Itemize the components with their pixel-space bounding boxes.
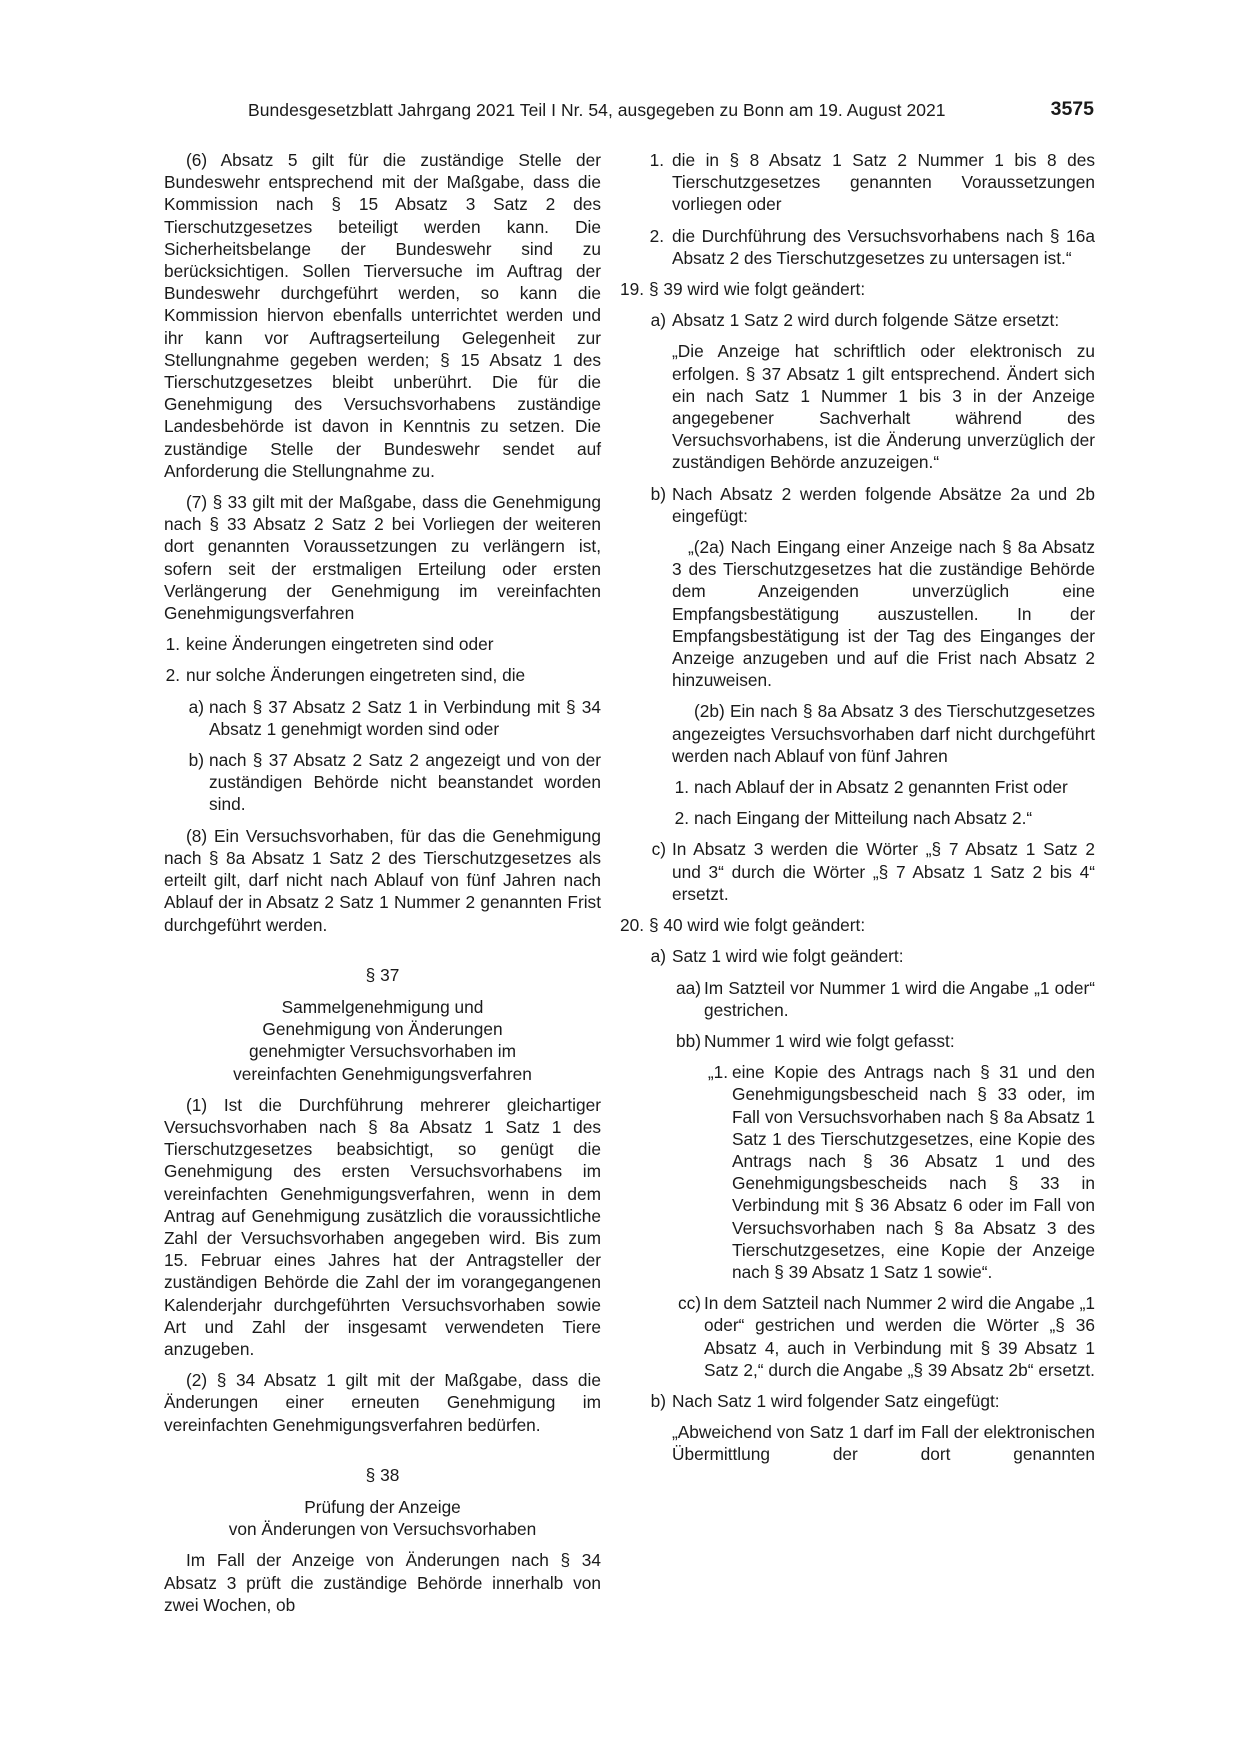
list-item: [625, 945, 1095, 967]
list-text: Nach Satz 1 wird folgender Satz eingefügt:: [672, 1390, 1000, 1411]
list-text: Absatz 1 Satz 2 wird durch folgende Sätze ersetzt:: [672, 310, 1060, 331]
list-marker: 1.: [674, 777, 689, 798]
list-marker: a): [650, 946, 666, 967]
list-marker: a): [188, 696, 204, 717]
quoted-text: „Die Anzeige hat schriftlich oder elektronisch zu erfolgen. § 37 Absatz 1 gilt entsprechend. Ändert sich ein nach Satz 1 Nummer 1 bis 3 in der Anzeige angegebener Sachverhalt während des Versuchsvorhabens, ist die Änderung unverzüglich der zuständigen Behörde anzuzeigen.“: [672, 341, 1095, 473]
item-text: § 39 wird wie folgt geändert:: [649, 279, 866, 300]
item-number: 20.: [619, 915, 644, 936]
list-marker: b): [650, 483, 666, 504]
running-header: [164, 100, 1094, 126]
list-text: Nach Absatz 2 werden folgende Absätze 2a und 2b eingefügt:: [672, 483, 1095, 526]
list-marker: „1.: [707, 1062, 728, 1083]
list-item: [164, 749, 601, 816]
paragraph: (2) § 34 Absatz 1 gilt mit der Maßgabe, dass die Änderungen einer erneuten Genehmigung im vereinfachten Genehmigungsverfahren bedürfen.: [164, 1370, 601, 1435]
paragraph-7: (7) § 33 gilt mit der Maßgabe, dass die Genehmigung nach § 33 Absatz 2 Satz 2 bei Vorliegen der weiteren dort genannten Voraussetzungen zu verlängern ist, sofern seit der erstmaligen Erteilung oder ersten Verlängerung der Genehmigung im vereinfachten Genehmigungsverfahren: [164, 492, 601, 624]
list-item: [625, 225, 1095, 269]
list-text: nach § 37 Absatz 2 Satz 1 in Verbindung mit § 34 Absatz 1 genehmigt worden sind oder: [209, 696, 601, 739]
item-number: 19.: [619, 279, 644, 300]
list-item: [625, 776, 1095, 798]
list-item: [625, 1030, 1095, 1052]
right-column: [619, 149, 1095, 1475]
list-marker: 1.: [165, 634, 180, 655]
list-text: nach § 37 Absatz 2 Satz 2 angezeigt und von der zuständigen Behörde nicht beanstandet worden sind.: [209, 750, 601, 815]
list-text: nach Eingang der Mitteilung nach Absatz 2.“: [694, 808, 1033, 829]
list-marker: b): [650, 1390, 666, 1411]
quoted-text: (2b) Ein nach § 8a Absatz 3 des Tierschutzgesetzes angezeigtes Versuchsvorhaben darf nicht durchgeführt werden nach Ablauf von fünf Jahren: [672, 701, 1095, 766]
list-text: die Durchführung des Versuchsvorhabens nach § 16a Absatz 2 des Tierschutzgesetzes zu untersagen ist.“: [672, 225, 1095, 268]
list-marker: a): [650, 310, 666, 331]
list-marker: b): [188, 750, 204, 771]
list-marker: 2.: [649, 225, 664, 246]
list-text: Satz 1 wird wie folgt geändert:: [672, 946, 904, 967]
paragraph: (1) Ist die Durchführung mehrerer gleichartiger Versuchsvorhaben nach § 8a Absatz 1 Satz 1 des Tierschutzgesetzes beabsichtigt, so genügt die Genehmigung des ersten Versuchsvorhabens im vereinfachten Genehmigungsverfahren, wenn in dem Antrag auf Genehmigung zusätzlich die voraussichtliche Zahl der Versuchsvorhaben angegeben wird. Bis zum 15. Februar eines Jahres hat der Antragsteller der zuständigen Behörde die Zahl der im vorangegangenen Kalenderjahr durchgeführten Versuchsvorhaben sowie Art und Zahl der insgesamt verwendeten Tiere anzugeben.: [164, 1094, 601, 1359]
section-title-line: Prüfung der Anzeige: [304, 1496, 461, 1517]
amendment-item: [619, 278, 1095, 300]
list-marker: 1.: [649, 150, 664, 170]
page-number: 3575: [1050, 98, 1094, 120]
list-text: keine Änderungen eingetreten sind oder: [186, 634, 494, 655]
section-title-line: Genehmigung von Änderungen: [262, 1019, 503, 1040]
list-item: [625, 977, 1095, 1021]
quoted-text: „(2a) Nach Eingang einer Anzeige nach § 8a Absatz 3 des Tierschutzgesetzes hat die zuständige Behörde dem Anzeigenden unverzüglich eine Empfangsbestätigung auszustellen. In der Empfangsbestätigung ist der Tag des Einganges der Anzeige anzugeben und auf die Frist nach Absatz 2 hinzuweisen.: [672, 537, 1095, 691]
section-number-38: § 38: [365, 1464, 400, 1485]
list-item: [164, 696, 601, 740]
list-text: nur solche Änderungen eingetreten sind, die: [186, 665, 526, 686]
list-marker: aa): [676, 977, 701, 998]
list-marker: 2.: [165, 665, 180, 686]
left-column: [164, 149, 601, 1625]
list-item: [625, 483, 1095, 527]
amendment-item: [619, 914, 1095, 936]
section-title-37: [164, 996, 601, 1085]
section-title-line: Sammelgenehmigung und: [281, 996, 484, 1017]
list-item: [625, 1292, 1095, 1381]
list-text: Im Satzteil vor Nummer 1 wird die Angabe „1 oder“ gestrichen.: [704, 977, 1095, 1020]
list-marker: bb): [676, 1030, 701, 1051]
list-text: In Absatz 3 werden die Wörter „§ 7 Absatz 1 Satz 2 und 3“ durch die Wörter „§ 7 Absatz 1 Satz 2 bis 4“ ersetzt.: [672, 839, 1095, 904]
list-marker: 2.: [674, 808, 689, 829]
paragraph-6: (6) Absatz 5 gilt für die zuständige Stelle der Bundeswehr entsprechend mit der Maßgabe, dass die Kommission nach § 15 Absatz 3 Satz 2 des Tierschutzgesetzes beteiligt werden kann. Die Sicherheitsbelange der Bundeswehr sind zu berücksichtigen. Sollen Tierversuche im Auftrag der Bundeswehr durchgeführt werden, so kann die Kommission hiervon ebenfalls unterrichtet werden und ihr kann vor Auftragserteilung Gelegenheit zur Stellungnahme gegeben werden; § 15 Absatz 1 des Tierschutzgesetzes bleibt unberührt. Die für die Genehmigung des Versuchsvorhabens zuständige Landesbehörde ist davon in Kenntnis zu setzen. Die zuständige Stelle der Bundeswehr sendet auf Anforderung die Stellungnahme zu.: [164, 150, 601, 481]
item-text: § 40 wird wie folgt geändert:: [649, 915, 866, 936]
list-item: [164, 633, 601, 655]
section-title-line: genehmigter Versuchsvorhaben im: [248, 1041, 517, 1062]
list-item: [625, 309, 1095, 331]
list-text: eine Kopie des Antrags nach § 31 und den Genehmigungsbescheid nach § 33 oder, im Fall von Versuchsvorhaben nach § 8a Absatz 1 Satz 1 des Tierschutzgesetzes, eine Kopie des Antrags nach § 36 Absatz 1 und des Genehmigungsbescheids nach § 33 in Verbindung mit § 36 Absatz 6 oder im Fall von Versuchsvorhaben nach § 8a Absatz 3 des Tierschutzgesetzes, eine Kopie der Anzeige nach § 39 Absatz 1 Satz 1 sowie“.: [732, 1062, 1095, 1282]
list-text: In dem Satzteil nach Nummer 2 wird die Angabe „1 oder“ gestrichen und werden die Wörter „§ 36 Absatz 4, auch in Verbindung mit § 39 Absatz 1 Satz 2,“ durch die Angabe „§ 39 Absatz 2b“ ersetzt.: [704, 1293, 1095, 1380]
paragraph: Im Fall der Anzeige von Änderungen nach § 34 Absatz 3 prüft die zuständige Behörde innerhalb von zwei Wochen, ob: [164, 1550, 601, 1615]
paragraph-8: (8) Ein Versuchsvorhaben, für das die Genehmigung nach § 8a Absatz 1 Satz 2 des Tierschutzgesetzes als erteilt gilt, darf nicht nach Ablauf von fünf Jahren nach Ablauf der in Absatz 2 Satz 1 Nummer 2 genannten Frist durchgeführt werden.: [164, 825, 601, 935]
section-number-37: § 37: [365, 964, 400, 985]
list-item: [625, 838, 1095, 905]
list-text: die in § 8 Absatz 1 Satz 2 Nummer 1 bis 8 des Tierschutzgesetzes genannten Voraussetzungen vorliegen oder: [672, 150, 1095, 215]
list-text: Nummer 1 wird wie folgt gefasst:: [704, 1030, 955, 1051]
quoted-text: „Abweichend von Satz 1 darf im Fall der elektronischen Übermittlung der dort genannten: [672, 1422, 1095, 1465]
list-item: [625, 149, 1095, 216]
header-text: Bundesgesetzblatt Jahrgang 2021 Teil I Nr. 54, ausgegeben zu Bonn am 19. August 2021: [248, 100, 946, 120]
list-text: nach Ablauf der in Absatz 2 genannten Frist oder: [694, 777, 1068, 798]
list-item: [625, 807, 1095, 829]
list-marker: cc): [677, 1293, 701, 1314]
list-marker: c): [651, 839, 666, 860]
list-item: [625, 1390, 1095, 1412]
list-item: [625, 1061, 1095, 1283]
section-title-line: von Änderungen von Versuchsvorhaben: [228, 1519, 537, 1540]
section-title-38: [164, 1496, 601, 1540]
list-item: [164, 664, 601, 686]
section-title-line: vereinfachten Genehmigungsverfahren: [233, 1063, 532, 1084]
